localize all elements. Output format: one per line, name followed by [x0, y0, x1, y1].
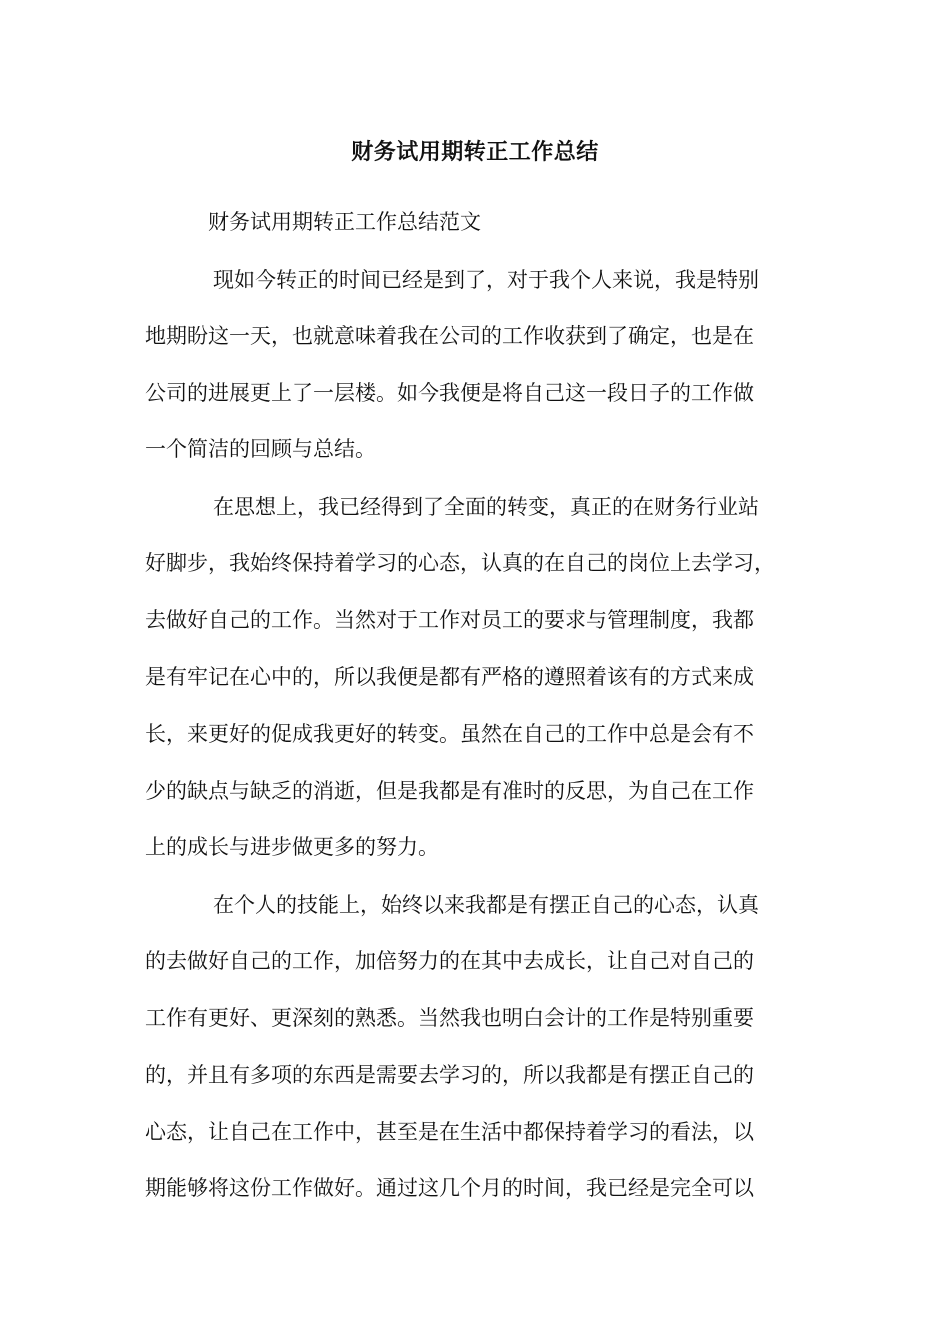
- document-title: 财务试用期转正工作总结: [351, 139, 599, 165]
- document-subtitle: 财务试用期转正工作总结范文: [208, 210, 481, 234]
- paragraph-2-line-3: 去做好自己的工作。当然对于工作对员工的要求与管理制度，我都: [145, 608, 754, 632]
- paragraph-1-line-2: 地期盼这一天，也就意味着我在公司的工作收获到了确定，也是在: [145, 324, 754, 348]
- paragraph-1-line-3: 公司的进展更上了一层楼。如今我便是将自己这一段日子的工作做: [145, 381, 754, 405]
- paragraph-3-line-6: 期能够将这份工作做好。通过这几个月的时间，我已经是完全可以: [145, 1176, 754, 1200]
- paragraph-3-line-5: 心态，让自己在工作中，甚至是在生活中都保持着学习的看法，以: [145, 1120, 754, 1144]
- paragraph-2-line-5: 长，来更好的促成我更好的转变。虽然在自己的工作中总是会有不: [145, 722, 754, 746]
- paragraph-2-line-4: 是有牢记在心中的，所以我便是都有严格的遵照着该有的方式来成: [145, 665, 754, 689]
- paragraph-1-line-1: 现如今转正的时间已经是到了，对于我个人来说，我是特别: [213, 268, 759, 292]
- paragraph-3-line-3: 工作有更好、更深刻的熟悉。当然我也明白会计的工作是特别重要: [145, 1006, 754, 1030]
- paragraph-2-line-1: 在思想上，我已经得到了全面的转变，真正的在财务行业站: [213, 495, 759, 519]
- paragraph-1-line-4: 一个简洁的回顾与总结。: [145, 437, 376, 461]
- paragraph-3-line-2: 的去做好自己的工作，加倍努力的在其中去成长，让自己对自己的: [145, 949, 754, 973]
- paragraph-3-line-4: 的，并且有多项的东西是需要去学习的，所以我都是有摆正自己的: [145, 1063, 754, 1087]
- paragraph-2-line-6: 少的缺点与缺乏的消逝，但是我都是有准时的反思，为自己在工作: [145, 779, 754, 803]
- paragraph-2-line-2: 好脚步，我始终保持着学习的心态，认真的在自己的岗位上去学习，: [145, 551, 775, 575]
- paragraph-3-line-1: 在个人的技能上，始终以来我都是有摆正自己的心态，认真: [213, 893, 759, 917]
- paragraph-2-line-7: 上的成长与进步做更多的努力。: [145, 835, 439, 859]
